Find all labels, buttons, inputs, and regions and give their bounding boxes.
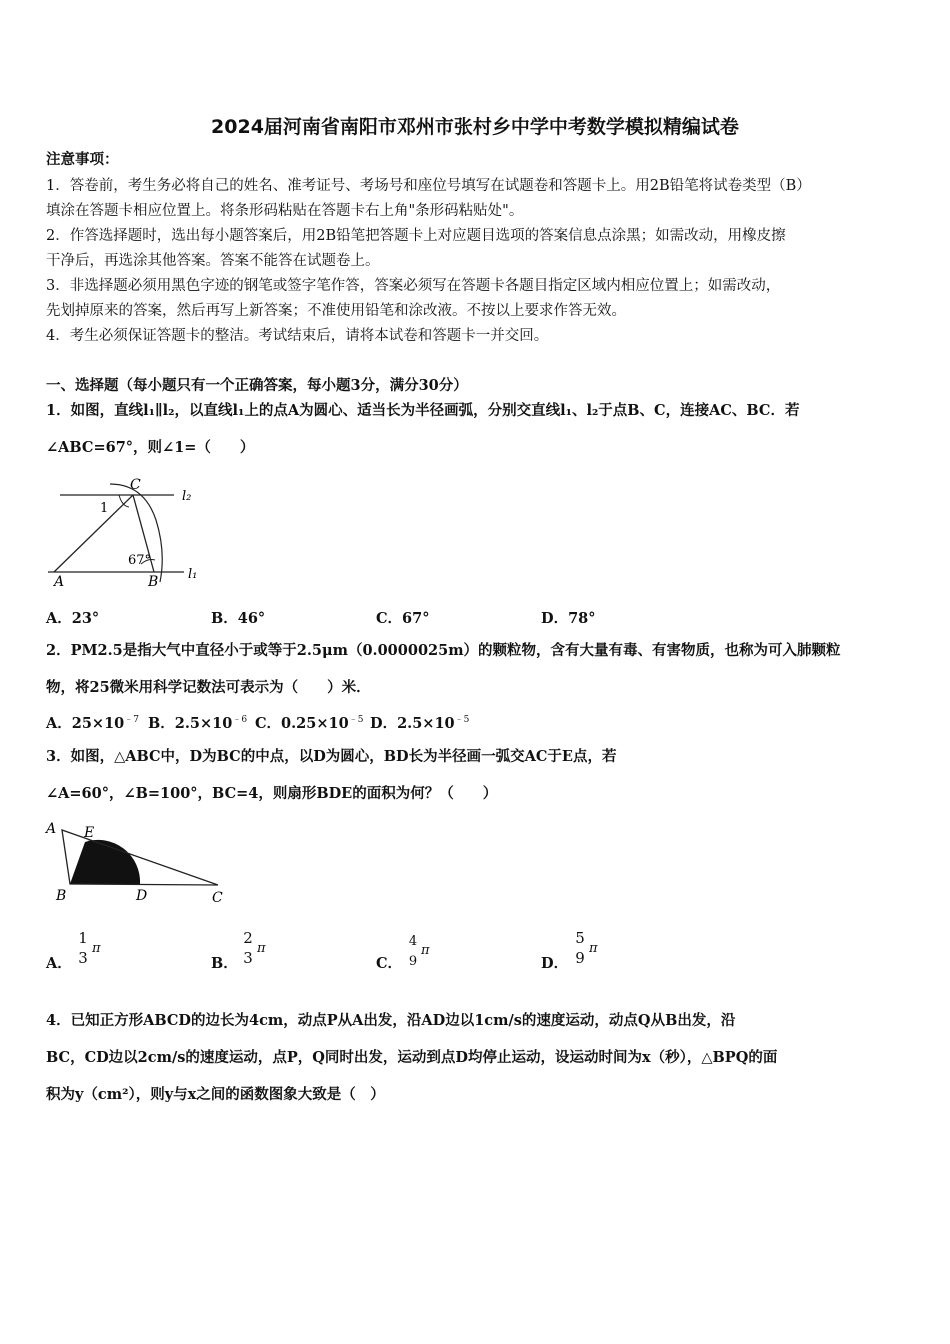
q1-option-a: A．23° (46, 610, 100, 627)
q3-stem-line2: ∠A=60°，∠B=100°，BC=4，则扇形BDE的面积为何？（ ） (46, 785, 498, 802)
q2-option-b: B．$2.5\times 10^{﹣6}$ (148, 715, 248, 732)
notice-item-2b: 干净后，再选涂其他答案。答案不能答在试题卷上。 (46, 253, 380, 269)
q1-figure (44, 474, 214, 590)
q3-option-b-label: B． (211, 955, 238, 972)
q3-option-d-label: D． (541, 955, 569, 972)
label-c: C (212, 890, 223, 906)
label-angle-67: 67° (128, 553, 152, 568)
q3-option-d-pi: π (589, 941, 598, 956)
label-c: C (130, 477, 141, 493)
label-l1: l₁ (188, 567, 198, 582)
q3-option-b-fraction: 2 3 (243, 929, 253, 967)
q1-option-c: C．67° (376, 610, 430, 627)
q2-stem-line1: 2．PM2.5是指大气中直径小于或等于2.5μm（0.0000025m）的颗粒物，含有大量有毒、有害物质，也称为可入肺颗粒 (46, 642, 841, 659)
q3-option-a-pi: π (92, 941, 101, 956)
q3-option-c-pi: π (421, 943, 430, 958)
q2-stem-line2: 物，将25微米用科学记数法可表示为（ ）米． (46, 679, 371, 696)
q3-option-a-label: A． (46, 955, 72, 972)
notice-item-1a: 1．答卷前，考生务必将自己的姓名、准考证号、考场号和座位号填写在试题卷和答题卡上。用2B铅笔将试卷类型（B） (46, 178, 811, 194)
q4-stem-line2: BC，CD边以2cm/s的速度运动，点P，Q同时出发，运动到点D均停止运动，设运动时间为x（秒），△BPQ的面 (46, 1049, 778, 1066)
q3-option-b-pi: π (257, 941, 266, 956)
q2-option-d: D．$2.5\times 10^{﹣5}$ (370, 715, 470, 732)
q1-option-b: B．46° (211, 610, 266, 627)
q3-option-a-fraction: 1 3 (78, 929, 88, 967)
sector-bde (70, 840, 140, 884)
label-d: D (136, 888, 148, 904)
q1-stem-line1: 1．如图，直线l₁∥l₂，以直线l₁上的点A为圆心、适当长为半径画弧，分别交直线l₁、l₂于点B、C，连接AC、BC．若 (46, 402, 800, 419)
label-l2: l₂ (182, 489, 192, 504)
q3-stem-line1: 3．如图，△ABC中，D为BC的中点，以D为圆心，BD长为半径画一弧交AC于E点，若 (46, 748, 617, 765)
notice-item-3a: 3．非选择题必须用黑色字迹的钢笔或签字笔作答，答案必须写在答题卡各题目指定区域内相应位置上；如需改动， (46, 278, 781, 294)
q3-option-c-fraction: 4 9 (408, 934, 418, 969)
q4-stem-line3: 积为y（cm²），则y与x之间的函数图象大致是（ ） (46, 1086, 385, 1103)
label-e: E (84, 825, 95, 841)
segment-ac (54, 495, 133, 572)
label-b: B (148, 574, 159, 590)
label-angle-1: 1 (100, 501, 109, 516)
notice-item-2a: 2．作答选择题时，选出每小题答案后，用2B铅笔把答题卡上对应题目选项的答案信息点涂黑；如需改动，用橡皮擦 (46, 228, 786, 244)
q2-option-c: C．$0.25\times 10^{﹣5}$ (255, 715, 364, 732)
q3-figure (42, 818, 232, 906)
q1-stem-line2: ∠ABC=67°，则∠1=（ ） (46, 439, 255, 456)
q3-option-d-fraction: 5 9 (575, 929, 585, 967)
notice-heading: 注意事项： (46, 151, 119, 168)
notice-item-3b: 先划掉原来的答案，然后再写上新答案；不准使用铅笔和涂改液。不按以上要求作答无效。 (46, 303, 626, 319)
q1-option-d: D．78° (541, 610, 596, 627)
q4-stem-line1: 4．已知正方形ABCD的边长为4cm，动点P从A出发，沿AD边以1cm/s的速度运动，动点Q从B出发，沿 (46, 1012, 736, 1029)
section-heading: 一、选择题（每小题只有一个正确答案，每小题3分，满分30分） (46, 377, 468, 394)
label-a: A (46, 821, 57, 837)
q3-option-c-label: C． (376, 955, 403, 972)
page-title: 2024届河南省南阳市邓州市张村乡中学中考数学模拟精编试卷 (211, 116, 739, 138)
q2-option-a: A．$25\times 10^{﹣7}$ (46, 715, 139, 732)
label-a: A (54, 574, 65, 590)
label-b: B (56, 888, 67, 904)
notice-item-1b: 填涂在答题卡相应位置上。将条形码粘贴在答题卡右上角"条形码粘贴处"。 (46, 203, 524, 219)
notice-item-4: 4．考生必须保证答题卡的整洁。考试结束后，请将本试卷和答题卡一并交回。 (46, 328, 549, 344)
